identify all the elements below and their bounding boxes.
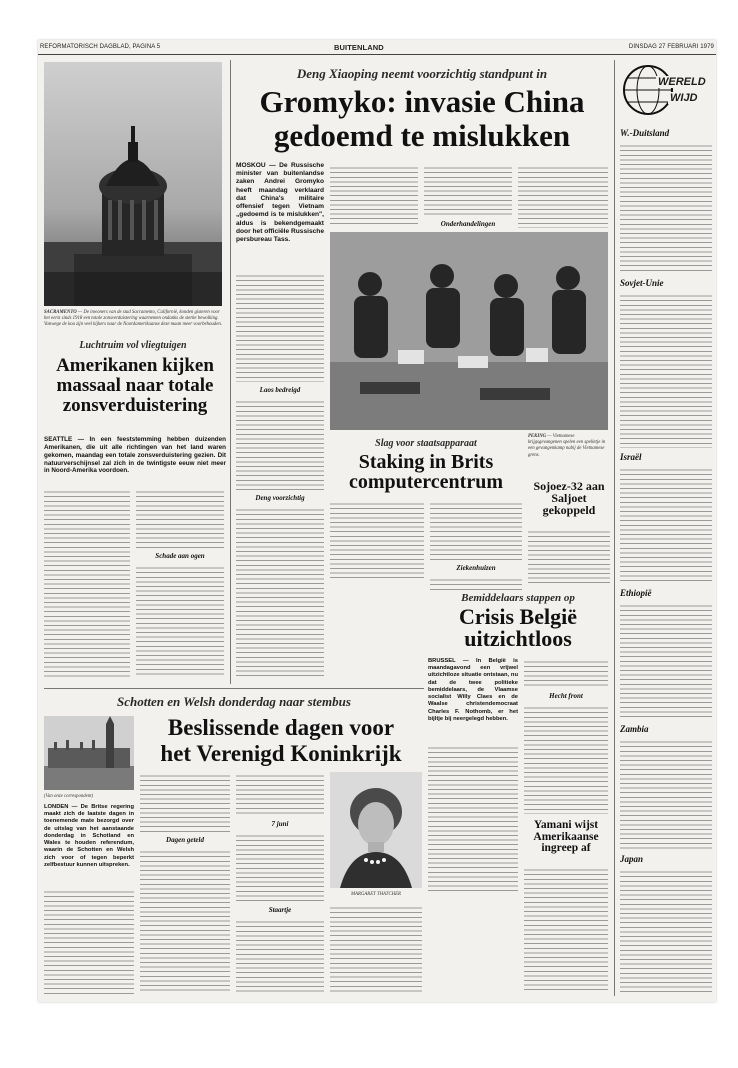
uk-body-col-5 (236, 832, 324, 902)
sacramento-caption-place: SACRAMENTO (44, 310, 77, 315)
gromyko-headline-line-2: gedoemd te mislukken (273, 118, 571, 153)
eclipse-body-col-3 (136, 564, 224, 678)
uk-body-col-2 (140, 772, 230, 832)
gromyko-body-col-6 (518, 164, 608, 228)
belgie-lead: BRUSSEL — In België is maandagavond een vrijwel uitzichtloze situatie ontstaan, nu dat de twee politieke bemiddelaars, de Vlaamse socialist Willy Claes en de Waalse christendemocraat Charles F. Nothomb, er het bijltje bij neergelegd hebben. (428, 658, 518, 722)
peking-photo (330, 232, 608, 430)
thatcher-photo (330, 772, 422, 888)
prisoners-image (330, 232, 608, 430)
eclipse-headline: Amerikanen kijken massaal naar totale zonsverduistering (56, 355, 214, 416)
parliament-image (44, 716, 134, 790)
masthead-date: DINSDAG 27 FEBRUARI 1979 (628, 44, 714, 50)
belgie-body-col-1 (524, 658, 608, 688)
gromyko-subhead-laos: Laos bedreigd (259, 386, 301, 394)
eclipse-lead: SEATTLE — In een feeststemming hebben duizenden Amerikanen, die uit alle richtingen van het land waren gekomen, maandag een totale zonsverduistering gezien. Dit natuurverschijnsel zal zich in de twintigste eeuw niet meer in Noord-Amerika voordoen. (44, 436, 226, 475)
yamani-body (524, 866, 608, 994)
staking-headline: Staking in Brits computercentrum (348, 451, 504, 494)
belgie-headline: Crisis België uitzichtloos (459, 604, 577, 652)
wereld-body-israel (620, 466, 712, 584)
uk-headline-line-2: het Verenigd Koninkrijk (160, 741, 402, 766)
wereld-logo-word-1: WERELD (658, 76, 706, 88)
staking-kicker: Slag voor staatsapparaat (375, 438, 477, 449)
masthead-left: REFORMATORISCH DAGBLAD, PAGINA 5 (40, 44, 161, 50)
gromyko-lead: MOSKOU — De Russische minister van buitenlandse zaken Andrei Gromyko heeft maandag verklaard dat China's militaire offensief tegen Vietnam „gedoemd is te mislukken", aldus is bekendgemaakt door het officiële Russische persbureau Tass. (236, 162, 324, 244)
uk-lead: LONDEN — De Britse regering maakt zich de laatste dagen in toenemende mate bezorgd over de uitslag van het aanstaande donderdag in Schotland en Wales te houden referendum, waarin de Schotten en Welsh zich voor of tegen beperkt zelfbestuur kunnen uitspreken. (44, 804, 134, 868)
wereld-heading-japan: Japan (620, 854, 644, 864)
belgie-kicker: Bemiddelaars stappen op (461, 592, 575, 604)
peking-caption (528, 434, 608, 459)
belgie-body-col-2 (524, 704, 608, 814)
eclipse-kicker: Luchtruim vol vliegtuigen (79, 340, 187, 351)
uk-subhead-juni: 7 juni (271, 820, 289, 828)
westminster-photo (44, 716, 134, 790)
thatcher-portrait-image (330, 772, 422, 888)
uk-subhead-staartje: Staartje (268, 906, 292, 914)
gromyko-subhead-onderhandelingen: Onderhandelingen (440, 220, 496, 228)
eclipse-subhead: Schade aan ogen (155, 552, 205, 560)
peking-caption-text: — Vietnamese krijgsgevangenen spelen een spelletje in een gevangenkamp nabij de Vietnamese grens. (528, 434, 606, 458)
belgie-subhead: Hecht front (549, 692, 583, 700)
sojoez-headline: Sojoez-32 aan Saljoet gekoppeld (533, 479, 605, 518)
uk-body-col-4 (236, 772, 324, 816)
uk-subhead-dagen: Dagen geteld (166, 836, 204, 844)
eclipse-body-col-1 (44, 488, 130, 678)
wereld-body-zambia (620, 738, 712, 850)
gromyko-subhead-deng: Deng voorzichtig (255, 494, 305, 502)
gromyko-body-col-3 (236, 506, 324, 678)
wereld-body-sovjet (620, 292, 712, 448)
wereld-heading-ethiopie: Ethiopië (620, 588, 652, 598)
uk-kicker: Schotten en Welsh donderdag naar stembus (117, 694, 351, 709)
uk-body-col-3 (140, 848, 230, 994)
sojoez-body (528, 528, 610, 584)
wereld-heading-zambia: Zambia (620, 724, 649, 734)
gromyko-headline-line-1: Gromyko: invasie China (259, 84, 585, 119)
column-divider (230, 60, 231, 684)
staking-subhead: Ziekenhuizen (456, 564, 496, 572)
sidebar-divider (614, 60, 615, 996)
uk-body-col-6 (236, 918, 324, 994)
sacramento-caption (44, 310, 222, 329)
wereld-heading-duitsland: W.-Duitsland (620, 128, 670, 138)
gromyko-body-col-5 (424, 164, 512, 218)
wereld-body-duitsland (620, 142, 712, 274)
sacramento-caption-text: — De inwoners van de stad Sacramento, Californië, konden gisteren voor het eerst sinds 1918 een totale zonsverduistering waarnemen ondanks de sterke bewolking. Vanwege de kou zijn veel kijkers naar de Noordamerikaanse deze maan meer voorbehouden. (44, 310, 222, 328)
staking-body-col-1 (330, 500, 424, 580)
peking-caption-place: PEKING (528, 434, 547, 439)
uk-top-rule (44, 688, 424, 689)
staking-body-col-2 (430, 500, 522, 560)
masthead-rule (38, 54, 716, 55)
gromyko-body-col-4 (330, 164, 418, 226)
capitol-dome-image (44, 62, 222, 306)
newspaper-page (38, 40, 716, 1002)
globe-icon (620, 62, 712, 120)
sacramento-photo (44, 62, 222, 306)
masthead-section: BUITENLAND (334, 43, 384, 52)
gromyko-kicker: Deng Xiaoping neemt voorzichtig standpunt in (296, 66, 548, 81)
eclipse-body-col-2 (136, 488, 224, 548)
gromyko-body-col-1 (236, 272, 324, 382)
uk-body-col-1 (44, 888, 134, 994)
wereld-wijd-logo (620, 62, 712, 120)
staking-body-col-3 (430, 576, 522, 590)
uk-byline: (Van onze correspondent) (44, 794, 94, 799)
thatcher-caption: MARGARET THATCHER (351, 892, 401, 897)
wereld-heading-israel: Israël (620, 452, 642, 462)
wereld-body-japan (620, 868, 712, 994)
uk-headline-line-1: Beslissende dagen voor (167, 715, 395, 740)
wereld-body-ethiopie (620, 602, 712, 720)
gromyko-body-col-2 (236, 398, 324, 490)
wereld-logo-word-2: WIJD (670, 92, 698, 104)
uk-body-col-7 (330, 904, 422, 994)
yamani-headline: Yamani wijst Amerikaanse ingreep af (533, 819, 599, 855)
wereld-heading-sovjet: Sovjet-Unie (620, 278, 664, 288)
belgie-body-col-3 (428, 744, 518, 894)
